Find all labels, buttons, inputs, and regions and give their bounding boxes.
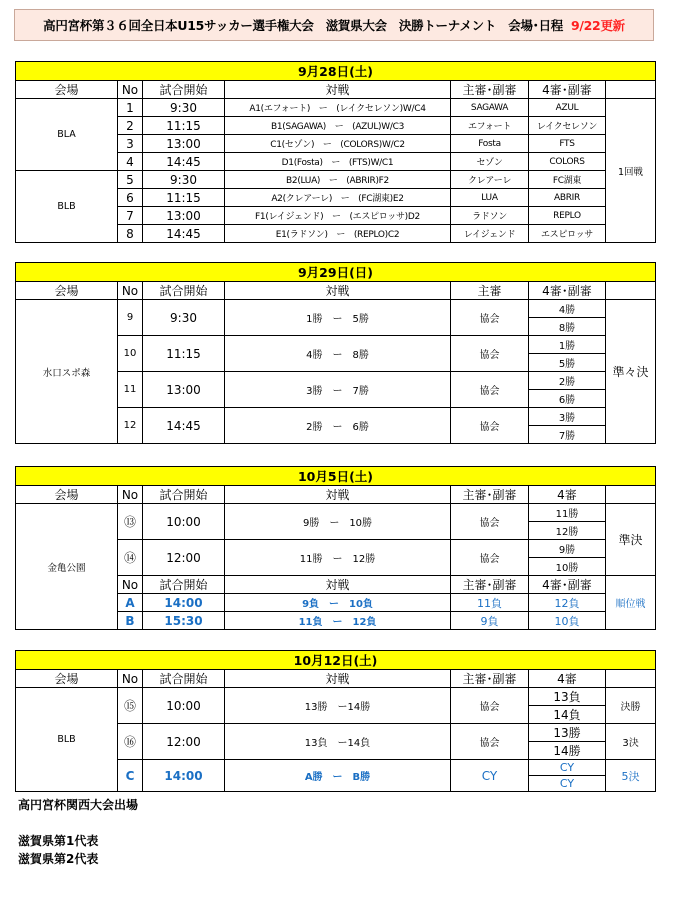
start-time: 14:45 (143, 225, 225, 243)
start-time: 14:00 (143, 760, 225, 792)
matchup: A勝 ー B勝 (225, 760, 451, 792)
table-row (16, 688, 656, 706)
round-cell: 5決 (606, 760, 656, 792)
fourth-official: 3勝 (529, 408, 606, 426)
match-no: ⑯ (118, 724, 143, 760)
round-cell-placement: 順位戦 (606, 576, 656, 630)
col-no: No (118, 486, 143, 504)
match-no: 3 (118, 135, 143, 153)
table-row (16, 171, 656, 189)
start-time: 11:15 (143, 336, 225, 372)
match-no: 1 (118, 99, 143, 117)
header-row (16, 282, 656, 300)
col-round (606, 670, 656, 688)
referee: 協会 (451, 300, 529, 336)
referee: CY (451, 760, 529, 792)
fourth-official: 4勝 (529, 300, 606, 318)
match-no: 10 (118, 336, 143, 372)
col-no: No (118, 81, 143, 99)
col-fourth: 4審 (529, 486, 606, 504)
col-match: 対戦 (225, 486, 451, 504)
start-time: 12:00 (143, 540, 225, 576)
fourth-official: CY (529, 760, 606, 776)
match-no: 8 (118, 225, 143, 243)
start-time: 13:00 (143, 135, 225, 153)
match-no: 5 (118, 171, 143, 189)
fourth-official: REPLO (529, 207, 606, 225)
matchup: B1(SAGAWA) ー (AZUL)W/C3 (225, 117, 451, 135)
start-time: 14:00 (143, 594, 225, 612)
referee: エフォート (451, 117, 529, 135)
update-badge: 9/22更新 (571, 18, 625, 33)
col-referee: 主審･副審 (451, 81, 529, 99)
fourth-official: 11勝 (529, 504, 606, 522)
table-row (16, 300, 656, 318)
referee: ラドソン (451, 207, 529, 225)
matchup: 4勝 ー 8勝 (225, 336, 451, 372)
fourth-official: 14勝 (529, 742, 606, 760)
venue-cell: 水口スポ森 (16, 300, 118, 444)
col-fourth: 4審 (529, 670, 606, 688)
start-time: 11:15 (143, 117, 225, 135)
referee: 協会 (451, 372, 529, 408)
fourth-official: 9勝 (529, 540, 606, 558)
venue-cell: BLA (16, 99, 118, 171)
matchup: C1(セゾン) ー (COLORS)W/C2 (225, 135, 451, 153)
col-referee: 主審 (451, 282, 529, 300)
schedule-table-oct12 (15, 650, 656, 792)
referee: 協会 (451, 504, 529, 540)
referee: 協会 (451, 724, 529, 760)
fourth-official: 8勝 (529, 318, 606, 336)
match-no: 7 (118, 207, 143, 225)
start-time: 13:00 (143, 372, 225, 408)
matchup: D1(Fosta) ー (FTS)W/C1 (225, 153, 451, 171)
qualification-heading: 高円宮杯関西大会出場 (18, 798, 139, 812)
matchup: 9勝 ー 10勝 (225, 504, 451, 540)
fourth-official: CY (529, 776, 606, 792)
col-no: No (118, 282, 143, 300)
col-start: 試合開始 (143, 576, 225, 594)
date-header: 9月29日(日) (16, 263, 656, 282)
fourth-official: FTS (529, 135, 606, 153)
col-start: 試合開始 (143, 282, 225, 300)
referee: 9負 (451, 612, 529, 630)
matchup: 13勝 ー14勝 (225, 688, 451, 724)
start-time: 9:30 (143, 300, 225, 336)
start-time: 12:00 (143, 724, 225, 760)
start-time: 9:30 (143, 171, 225, 189)
start-time: 9:30 (143, 99, 225, 117)
col-match: 対戦 (225, 282, 451, 300)
representative-1: 滋賀県第1代表 (18, 834, 99, 848)
col-start: 試合開始 (143, 486, 225, 504)
fourth-official: 10負 (529, 612, 606, 630)
start-time: 10:00 (143, 504, 225, 540)
matchup: 1勝 ー 5勝 (225, 300, 451, 336)
venue-cell: 金亀公園 (16, 504, 118, 630)
match-no: 11 (118, 372, 143, 408)
col-referee: 主審･副審 (451, 486, 529, 504)
page-title (14, 9, 654, 41)
title-text: 高円宮杯第３６回全日本U15サッカー選手権大会 滋賀県大会 決勝トーナメント 会場･日程 (43, 18, 563, 33)
col-venue: 会場 (16, 670, 118, 688)
match-no: 4 (118, 153, 143, 171)
referee: LUA (451, 189, 529, 207)
start-time: 14:45 (143, 408, 225, 444)
fourth-official: 6勝 (529, 390, 606, 408)
referee: 協会 (451, 540, 529, 576)
fourth-official: 12勝 (529, 522, 606, 540)
matchup: 3勝 ー 7勝 (225, 372, 451, 408)
date-header: 10月12日(土) (16, 651, 656, 670)
table-row (16, 504, 656, 522)
matchup: 11負 ー 12負 (225, 612, 451, 630)
venue-cell: BLB (16, 171, 118, 243)
round-cell: 準決 (606, 504, 656, 576)
col-round (606, 486, 656, 504)
matchup: A1(エフォート) ー (レイクセレソン)W/C4 (225, 99, 451, 117)
matchup: 11勝 ー 12勝 (225, 540, 451, 576)
col-match: 対戦 (225, 576, 451, 594)
representative-2: 滋賀県第2代表 (18, 852, 99, 866)
col-match: 対戦 (225, 670, 451, 688)
referee: 11負 (451, 594, 529, 612)
referee: レイジェンド (451, 225, 529, 243)
match-no: 9 (118, 300, 143, 336)
fourth-official: FC湖東 (529, 171, 606, 189)
referee: 協会 (451, 688, 529, 724)
match-no: A (118, 594, 143, 612)
col-venue: 会場 (16, 282, 118, 300)
fourth-official: 2勝 (529, 372, 606, 390)
fourth-official: エスピロッサ (529, 225, 606, 243)
start-time: 15:30 (143, 612, 225, 630)
start-time: 11:15 (143, 189, 225, 207)
round-cell: 準々決 (606, 300, 656, 444)
match-no: B (118, 612, 143, 630)
col-referee: 主審･副審 (451, 670, 529, 688)
matchup: 9負 ー 10負 (225, 594, 451, 612)
referee: クレアーレ (451, 171, 529, 189)
matchup: F1(レイジェンド) ー (エスピロッサ)D2 (225, 207, 451, 225)
date-header: 9月28日(土) (16, 62, 656, 81)
venue-cell: BLB (16, 688, 118, 792)
header-row (16, 486, 656, 504)
schedule-table-sep28 (15, 61, 656, 243)
col-round (606, 81, 656, 99)
match-no: C (118, 760, 143, 792)
match-no: 12 (118, 408, 143, 444)
col-fourth: 4審･副審 (529, 576, 606, 594)
fourth-official: 13負 (529, 688, 606, 706)
match-no: ⑭ (118, 540, 143, 576)
match-no: ⑮ (118, 688, 143, 724)
fourth-official: 5勝 (529, 354, 606, 372)
fourth-official: 14負 (529, 706, 606, 724)
header-row (16, 81, 656, 99)
fourth-official: 1勝 (529, 336, 606, 354)
date-header: 10月5日(土) (16, 467, 656, 486)
fourth-official: 13勝 (529, 724, 606, 742)
matchup: B2(LUA) ー (ABRIR)F2 (225, 171, 451, 189)
referee: セゾン (451, 153, 529, 171)
col-match: 対戦 (225, 81, 451, 99)
referee: 協会 (451, 336, 529, 372)
referee: SAGAWA (451, 99, 529, 117)
col-no: No (118, 576, 143, 594)
schedule-table-oct5 (15, 466, 656, 630)
header-row (16, 670, 656, 688)
matchup: 2勝 ー 6勝 (225, 408, 451, 444)
fourth-official: レイクセレソン (529, 117, 606, 135)
round-cell: 3決 (606, 724, 656, 760)
col-round (606, 282, 656, 300)
fourth-official: ABRIR (529, 189, 606, 207)
col-fourth: 4審･副審 (529, 81, 606, 99)
fourth-official: 7勝 (529, 426, 606, 444)
round-cell: 1回戦 (606, 99, 656, 243)
fourth-official: AZUL (529, 99, 606, 117)
start-time: 10:00 (143, 688, 225, 724)
matchup: A2(クレアーレ) ー (FC湖東)E2 (225, 189, 451, 207)
referee: Fosta (451, 135, 529, 153)
match-no: 6 (118, 189, 143, 207)
col-venue: 会場 (16, 81, 118, 99)
start-time: 14:45 (143, 153, 225, 171)
start-time: 13:00 (143, 207, 225, 225)
matchup: 13負 ー14負 (225, 724, 451, 760)
schedule-table-sep29 (15, 262, 656, 444)
col-start: 試合開始 (143, 670, 225, 688)
table-row (16, 99, 656, 117)
col-fourth: 4審･副審 (529, 282, 606, 300)
col-venue: 会場 (16, 486, 118, 504)
fourth-official: 10勝 (529, 558, 606, 576)
fourth-official: COLORS (529, 153, 606, 171)
match-no: 2 (118, 117, 143, 135)
match-no: ⑬ (118, 504, 143, 540)
fourth-official: 12負 (529, 594, 606, 612)
col-no: No (118, 670, 143, 688)
referee: 協会 (451, 408, 529, 444)
matchup: E1(ラドソン) ー (REPLO)C2 (225, 225, 451, 243)
round-cell: 決勝 (606, 688, 656, 724)
col-referee: 主審･副審 (451, 576, 529, 594)
col-start: 試合開始 (143, 81, 225, 99)
